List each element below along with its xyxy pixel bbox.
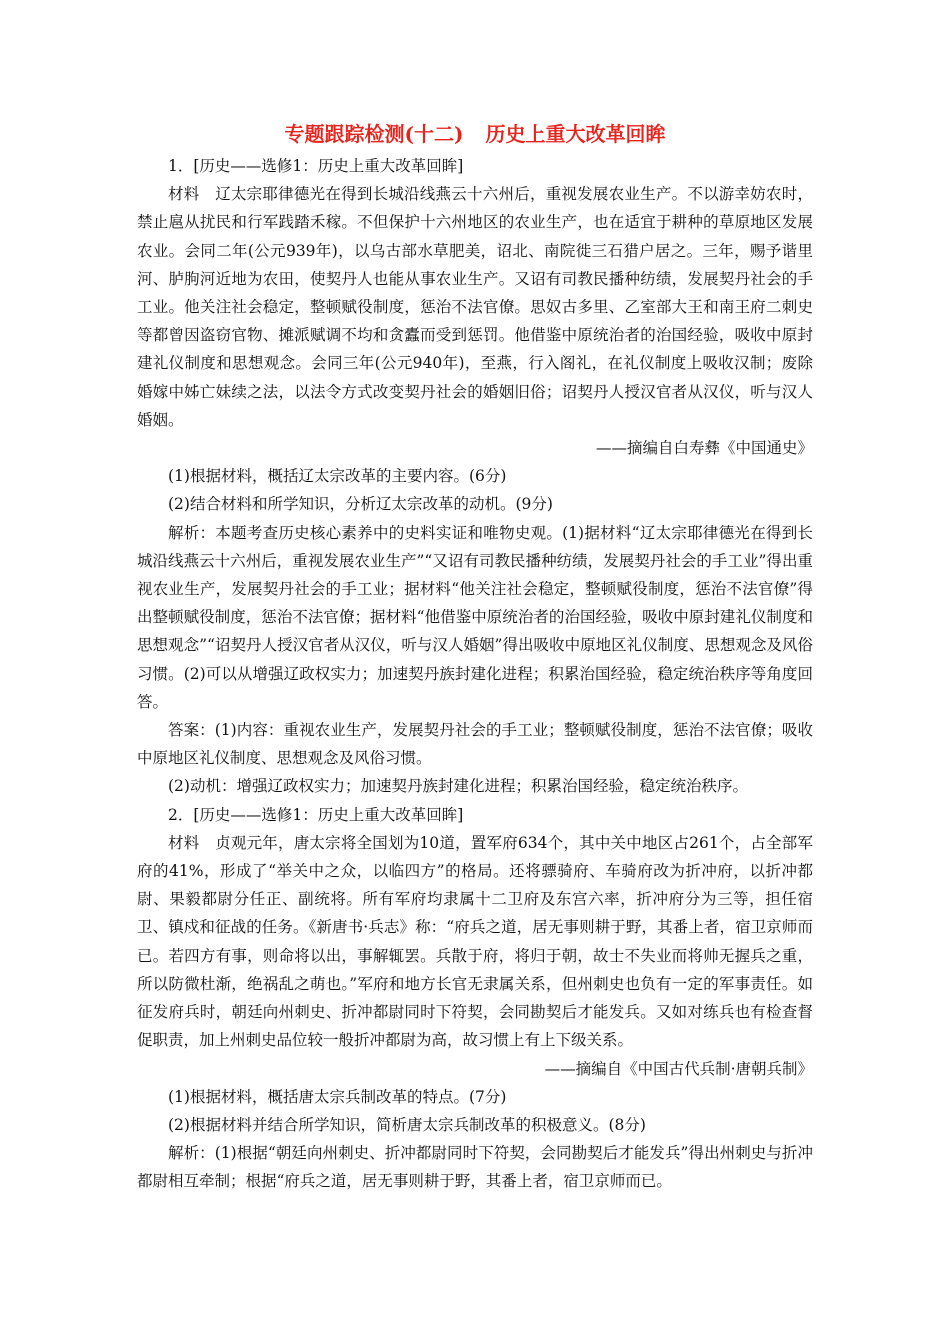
question-2-header: 2．[历史——选修1：历史上重大改革回眸]	[168, 805, 464, 824]
question-1-subquestion-1: (1)根据材料，概括辽太宗改革的主要内容。(6分)	[168, 467, 507, 486]
question-2-subquestion-1: (1)根据材料，概括唐太宗兵制改革的特点。(7分)	[168, 1087, 507, 1106]
question-1-header: 1．[历史——选修1：历史上重大改革回眸]	[168, 157, 464, 175]
question-2	[137, 801, 813, 1196]
question-1-source: ——摘编自白寿彝《中国通史》	[595, 439, 813, 458]
question-1	[137, 152, 813, 801]
document-page	[137, 120, 813, 1196]
question-1-answer-2: (2)动机：增强辽政权实力；加速契丹族封建化进程；积累治国经验，稳定统治秩序。	[168, 777, 748, 796]
question-2-analysis: 解析：(1)根据“朝廷向州刺史、折冲都尉同时下符契，会同勘契后才能发兵”得出州刺史与折冲都尉相互牵制；根据“府兵之道，居无事则耕于野，其番上者，宿卫京师而已。	[137, 1144, 813, 1191]
question-1-answer-1: 答案：(1)内容：重视农业生产，发展契丹社会的手工业；整顿赋役制度，惩治不法官僚；吸收中原地区礼仪制度、思想观念及风俗习惯。	[137, 721, 813, 768]
page-title	[137, 120, 813, 148]
question-2-material: 材料 贞观元年，唐太宗将全国划为10道，置军府634个，其中关中地区占261个，占全部军府的41%，形成了“举关中之众，以临四方”的格局。还将骠骑府、车骑府改为折冲府，以折冲都尉、果毅都尉分任正、副统将。所有军府均隶属十二卫府及东宫六率，折冲府分为三等，担任宿卫、镇戍和征战的任务。《新唐书·兵志》称：“府兵之道，居无事则耕于野，其番上者，宿卫京师而已。若四方有事，则命将以出，事解辄罢。兵散于府，将归于朝，故士不失业而将帅无握兵之重，所以防微杜渐，绝祸乱之萌也。”军府和地方长官无隶属关系，但州刺史也负有一定的军事责任。如征发府兵时，朝廷向州刺史、折冲都尉同时下符契，会同勘契后才能发兵。又如对练兵也有检查督促职责，加上州刺史品位较一般折冲都尉为高，故习惯上有上下级关系。	[137, 833, 813, 1050]
question-1-subquestion-2: (2)结合材料和所学知识，分析辽太宗改革的动机。(9分)	[168, 495, 553, 514]
title-part2: 历史上重大改革回眸	[485, 122, 666, 146]
question-1-material: 材料 辽太宗耶律德光在得到长城沿线燕云十六州后，重视发展农业生产。不以游幸妨农时，禁止扈从扰民和行军践踏禾稼。不但保护十六州地区的农业生产，也在适宜于耕种的草原地区发展农业。会同二年(公元939年)，以乌古部水草肥美，诏北、南院徙三石猎户居之。三年，赐予谐里河、胪朐河近地为农田，使契丹人也能从事农业生产。又诏有司教民播种纺绩，发展契丹社会的手工业。他关注社会稳定，整顿赋役制度，惩治不法官僚。思奴古多里、乙室部大王和南王府二刺史等都曾因盗窃官物、摊派赋调不均和贪蠹而受到惩罚。他借鉴中原统治者的治国经验，吸收中原封建礼仪制度和思想观念。会同三年(公元940年)，至燕，行入阁礼，在礼仪制度上吸收汉制；废除婚嫁中姊亡妹续之法，以法令方式改变契丹社会的婚姻旧俗；诏契丹人授汉官者从汉仪，听与汉人婚姻。	[137, 185, 813, 429]
question-1-analysis: 解析：本题考查历史核心素养中的史料实证和唯物史观。(1)据材料“辽太宗耶律德光在得到长城沿线燕云十六州后，重视发展农业生产”“又诏有司教民播种纺绩，发展契丹社会的手工业”得出重视农业生产，发展契丹社会的手工业；据材料“他关注社会稳定，整顿赋役制度，惩治不法官僚”得出整顿赋役制度，惩治不法官僚；据材料“他借鉴中原统治者的治国经验，吸收中原封建礼仪制度和思想观念”“诏契丹人授汉官者从汉仪，听与汉人婚姻”得出吸收中原地区礼仪制度、思想观念及风俗习惯。(2)可以从增强辽政权实力；加速契丹族封建化进程；积累治国经验，稳定统治秩序等角度回答。	[137, 523, 813, 711]
question-2-source: ——摘编自《中国古代兵制·唐朝兵制》	[544, 1059, 813, 1078]
question-2-subquestion-2: (2)根据材料并结合所学知识，简析唐太宗兵制改革的积极意义。(8分)	[168, 1115, 646, 1134]
title-part1: 专题跟踪检测(十二)	[284, 122, 464, 146]
